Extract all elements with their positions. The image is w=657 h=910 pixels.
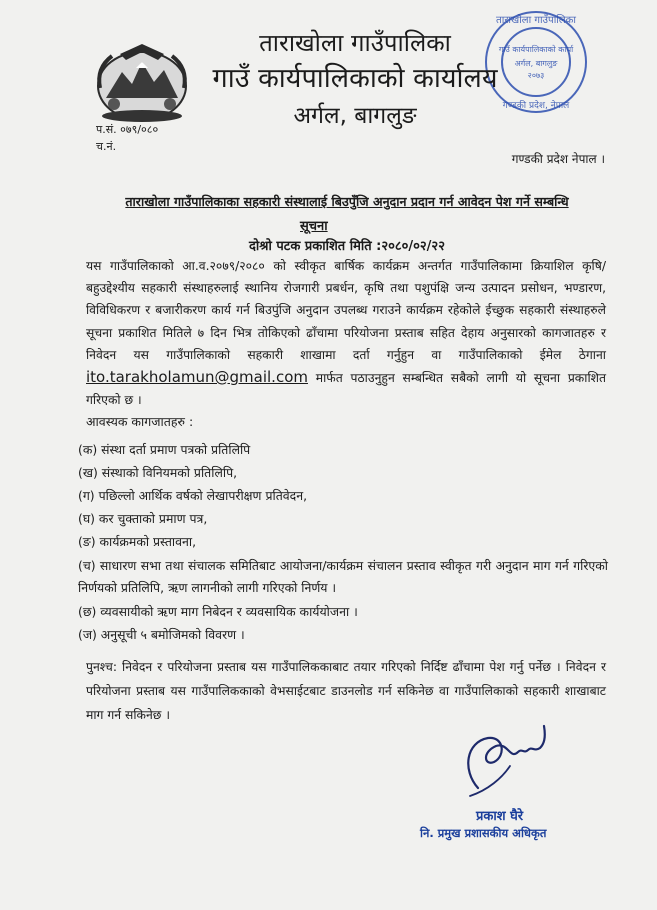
dispatch-number: च.नं. — [96, 140, 117, 153]
notice-heading: सूचना — [300, 219, 328, 234]
documents-list — [78, 438, 608, 646]
ref-number: प.सं. ०७९/०८० — [96, 123, 159, 136]
reference-numbers — [96, 121, 158, 155]
document-item: (क) संस्था दर्ता प्रमाण पत्रको प्रतिलिपि — [78, 442, 251, 457]
body-text-part1: यस गाउँपालिकाको आ.व.२०७९/२०८० को स्वीकृत बार्षिक कार्यक्रम अन्तर्गत गाउँपालिकामा क्रियाशिल कृषि/बहुउद्देश्यीय सहकारी संस्थाहरुलाई स्थानिय रोजगारी प्रबर्धन, कृषि तथा पशुपंक्षि जन्य उत्पादन प्रसोधन, भण्डारण, विविधिकरण र बजारीकरण कार्य गर्न बिउपुंजि अनुदान उपलब्ध गराउने कार्यक्रम रहेकोले ईच्छुक सहकारी संस्थाहरुले सूचना प्रकाशित मितिले ७ दिन भित्र तोकिएको ढाँचामा परियोजना प्रस्ताब सहित देहाय अनुसारको कागजातहरु र निवेदन यस गाउँपालिकाको सहकारी शाखामा दर्ता गर्नुहुन वा गाउँपालिकाको ईमेल ठेगाना — [86, 259, 606, 362]
document-item: (छ) व्यवसायीको ऋण माग निबेदन र व्यवसायिक कार्ययोजना । — [78, 604, 358, 619]
postscript: पुनश्च: निवेदन र परियोजना प्रस्ताब यस गाउँपालिककाबाट तयार गरिएको निर्दिष्ट ढाँचामा पेश गर्नु पर्नेछ । निवेदन र परियोजना प्रस्ताब यस गाउँपालिककाको वेभसाईटबाट डाउनलोड गर्न सकिनेछ वा गाउँपालिकाको सहकारी शाखाबाट माग गर्न सकिनेछ । — [86, 660, 606, 722]
handwritten-signature-icon — [448, 708, 558, 800]
email-link[interactable]: ito.tarakholamun@gmail.com — [86, 368, 308, 387]
nepal-emblem-icon — [92, 38, 192, 124]
seal-text-middle2: अर्गल, बागलुङ — [514, 59, 558, 68]
notice-body — [86, 255, 606, 411]
document-item: (ग) पछिल्लो आर्थिक वर्षको लेखापरीक्षण प्रतिवेदन, — [78, 488, 308, 503]
document-item: (ख) संस्थाको विनियमको प्रतिलिपि, — [78, 465, 238, 480]
office-address: अर्गल, बागलुङ — [293, 103, 417, 129]
signatory-title: नि. प्रमुख प्रशासकीय अधिकृत — [420, 826, 547, 840]
seal-text-middle1: गाउँ कार्यपालिकाको कार्या — [498, 45, 574, 54]
document-item: (च) साधारण सभा तथा संचालक समितिबाट आयोजना/कार्यक्रम संचालन प्रस्ताव स्वीकृत गरी अनुदान माग गर्न गरिएको निर्णयको प्रतिलिपि, ऋण लागनीको लागी गरिएको निर्णय । — [78, 558, 608, 595]
notice-subject: ताराखोला गाउँपालिकाका सहकारी संस्थालाई बिउपुँजि अनुदान प्रदान गर्न आवेदन पेश गर्ने सम्बन्धि — [125, 194, 569, 209]
seal-text-top: ताराखोला गाउँपालिका — [496, 15, 576, 26]
office-heading — [190, 26, 520, 134]
document-item: (ज) अनुसूची ५ बमोजिमको विवरण । — [78, 627, 245, 642]
province-label: गण्डकी प्रदेश नेपाल । — [511, 152, 605, 166]
seal-text-year: २०७३ — [527, 71, 545, 80]
signatory-name: प्रकाश घैरे — [476, 809, 524, 824]
published-date: दोश्रो पटक प्रकाशित मिति :२०८०/०२/२२ — [249, 239, 445, 254]
office-name: ताराखोला गाउँपालिका — [259, 29, 451, 57]
body-text-part2: मार्फत पठाउनुहुन सम्बन्धित सबैको लागी यो सूचना प्रकाशित गरिएको छ । — [86, 371, 606, 408]
document-item: (ङ) कार्यक्रमको प्रस्तावना, — [78, 534, 197, 549]
documents-title: आवस्यक कागजातहरु : — [86, 414, 194, 429]
office-title: गाउँ कार्यपालिकाको कार्यालय — [212, 63, 498, 94]
seal-text-bottom: गण्डकी प्रदेश, नेपाल — [502, 101, 570, 111]
document-item: (घ) कर चुक्ताको प्रमाण पत्र, — [78, 511, 208, 526]
